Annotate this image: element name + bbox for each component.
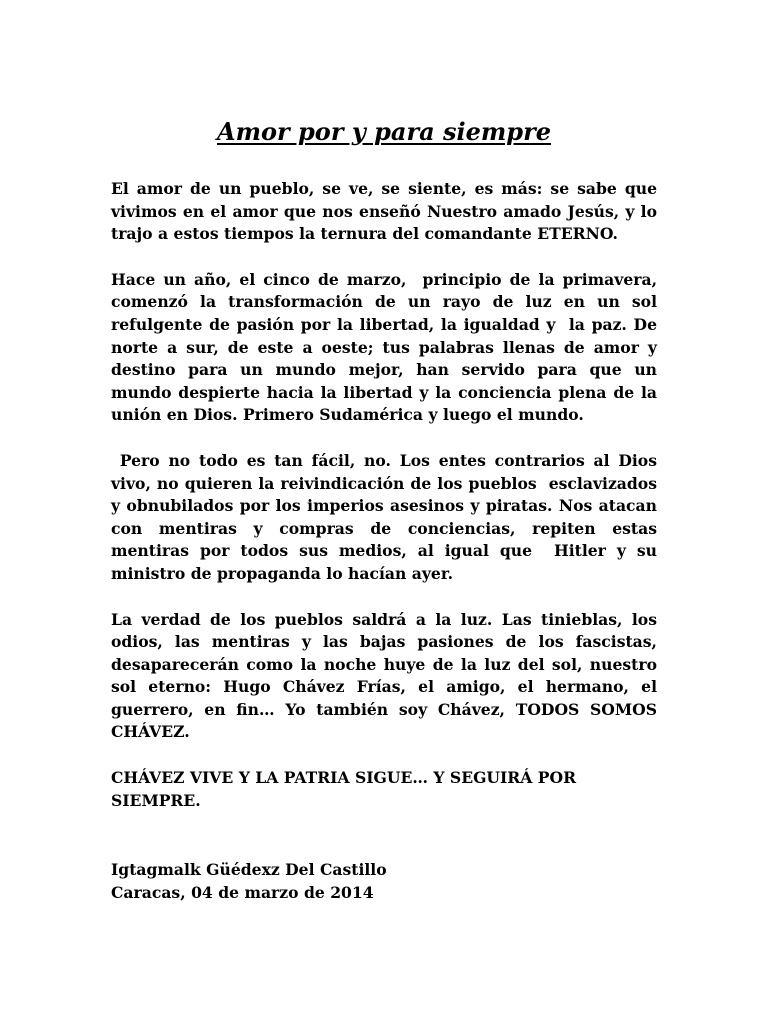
paragraph-3: Pero no todo es tan fácil, no. Los entes contrarios al Dios vivo, no quieren la reivindicación de los pueblos esclavizados y obnubilados por los imperios asesinos y piratas. Nos atacan con mentiras y compras de conciencias, repiten estas mentiras por todos sus medios, al igual que Hitler y su ministro de propaganda lo hacían ayer. [111,450,663,583]
document-body [111,178,663,904]
paragraph-5: CHÁVEZ VIVE Y LA PATRIA SIGUE… Y SEGUIRÁ POR SIEMPRE. [111,768,582,810]
paragraph-4: La verdad de los pueblos saldrá a la luz. Las tinieblas, los odios, las mentiras y las bajas pasiones de los fascistas, desaparecerán como la noche huye de la luz del sol, nuestro sol eterno: Hugo Chávez Frías, el amigo, el hermano, el guerrero, en fin… Yo también soy Chávez, TODOS SOMOS CHÁVEZ. [111,609,663,742]
document-title: Amor por y para siempre [217,117,551,146]
signature-place-date: Caracas, 04 de marzo de 2014 [111,882,374,902]
paragraph-2: Hace un año, el cinco de marzo, principio de la primavera, comenzó la transformación de un rayo de luz en un sol refulgente de pasión por la libertad, la igualdad y la paz. De norte a sur, de este a oeste; tus palabras llenas de amor y destino para un mundo mejor, han servido para que un mundo despierte hacia la libertad y la conciencia plena de la unión en Dios. Primero Sudamérica y luego el mundo. [111,269,663,425]
signature-name: Igtagmalk Güédexz Del Castillo [111,860,387,880]
paragraph-1: El amor de un pueblo, se ve, se siente, es más: se sabe que vivimos en el amor que nos enseñó Nuestro amado Jesús, y lo trajo a estos tiempos la ternura del comandante ETERNO. [111,179,663,244]
